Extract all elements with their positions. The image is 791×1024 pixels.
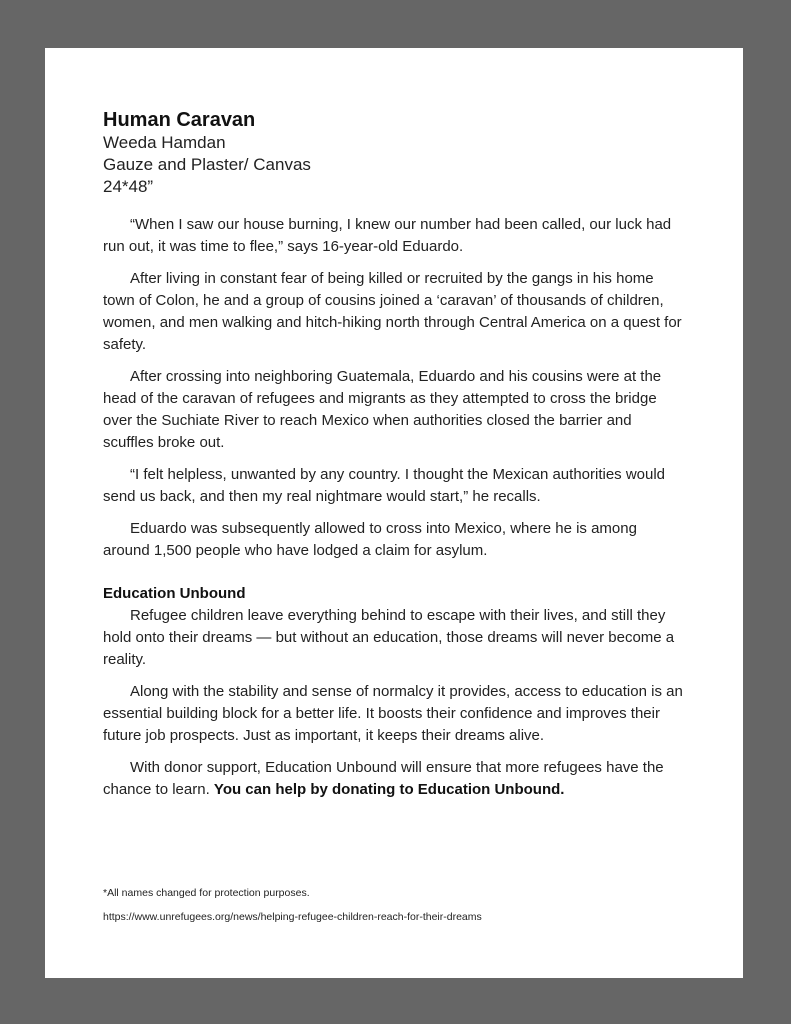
- story-paragraph: “When I saw our house burning, I knew our number had been called, our luck had run out, it was time to flee,” says 16-year-old Eduardo.: [103, 216, 672, 255]
- closing-paragraph: [103, 757, 685, 801]
- story-paragraph: After living in constant fear of being killed or recruited by the gangs in his home town of Colon, he and a group of cousins joined a ‘caravan’ of thousands of children, women, and men walking and hitch-hiking north through Central America on a quest for safety.: [103, 270, 682, 353]
- artist-name: Weeda Hamdan: [103, 133, 226, 152]
- document-content: [103, 108, 685, 811]
- footnote: *All names changed for protection purposes.: [103, 887, 310, 899]
- footer: [103, 886, 703, 924]
- artwork-title: Human Caravan: [103, 109, 256, 131]
- source-url: https://www.unrefugees.org/news/helping-refugee-children-reach-for-their-dreams: [103, 911, 482, 923]
- artwork-medium: Gauze and Plaster/ Canvas: [103, 155, 311, 174]
- story-section: [103, 214, 685, 562]
- story-paragraph: After crossing into neighboring Guatemala, Eduardo and his cousins were at the head of the caravan of refugees and migrants as they attempted to cross the bridge over the Suchiate River to reach Mexico when authorities closed the barrier and scuffles broke out.: [103, 368, 662, 451]
- document-page: [45, 48, 743, 978]
- story-paragraph: “I felt helpless, unwanted by any country. I thought the Mexican authorities would send us back, and then my real nightmare would start,” he recalls.: [103, 466, 666, 505]
- call-to-action: You can help by donating to Education Unbound.: [213, 781, 565, 798]
- story-paragraph: Eduardo was subsequently allowed to cross into Mexico, where he is among around 1,500 people who have lodged a claim for asylum.: [103, 520, 637, 559]
- artwork-dimensions: 24*48”: [103, 177, 154, 196]
- education-paragraph: Refugee children leave everything behind to escape with their lives, and still they hold onto their dreams — but without an education, those dreams will never become a reality.: [103, 607, 675, 668]
- education-section: [103, 583, 685, 801]
- education-paragraph: Along with the stability and sense of normalcy it provides, access to education is an essential building block for a better life. It boosts their confidence and improves their future job prospects. Just as important, it keeps their dreams alive.: [103, 683, 683, 744]
- closing-text: With donor support, Education Unbound will ensure that more refugees have the chance to learn.: [103, 759, 664, 798]
- section-heading: Education Unbound: [103, 585, 246, 602]
- artwork-header: [103, 108, 685, 198]
